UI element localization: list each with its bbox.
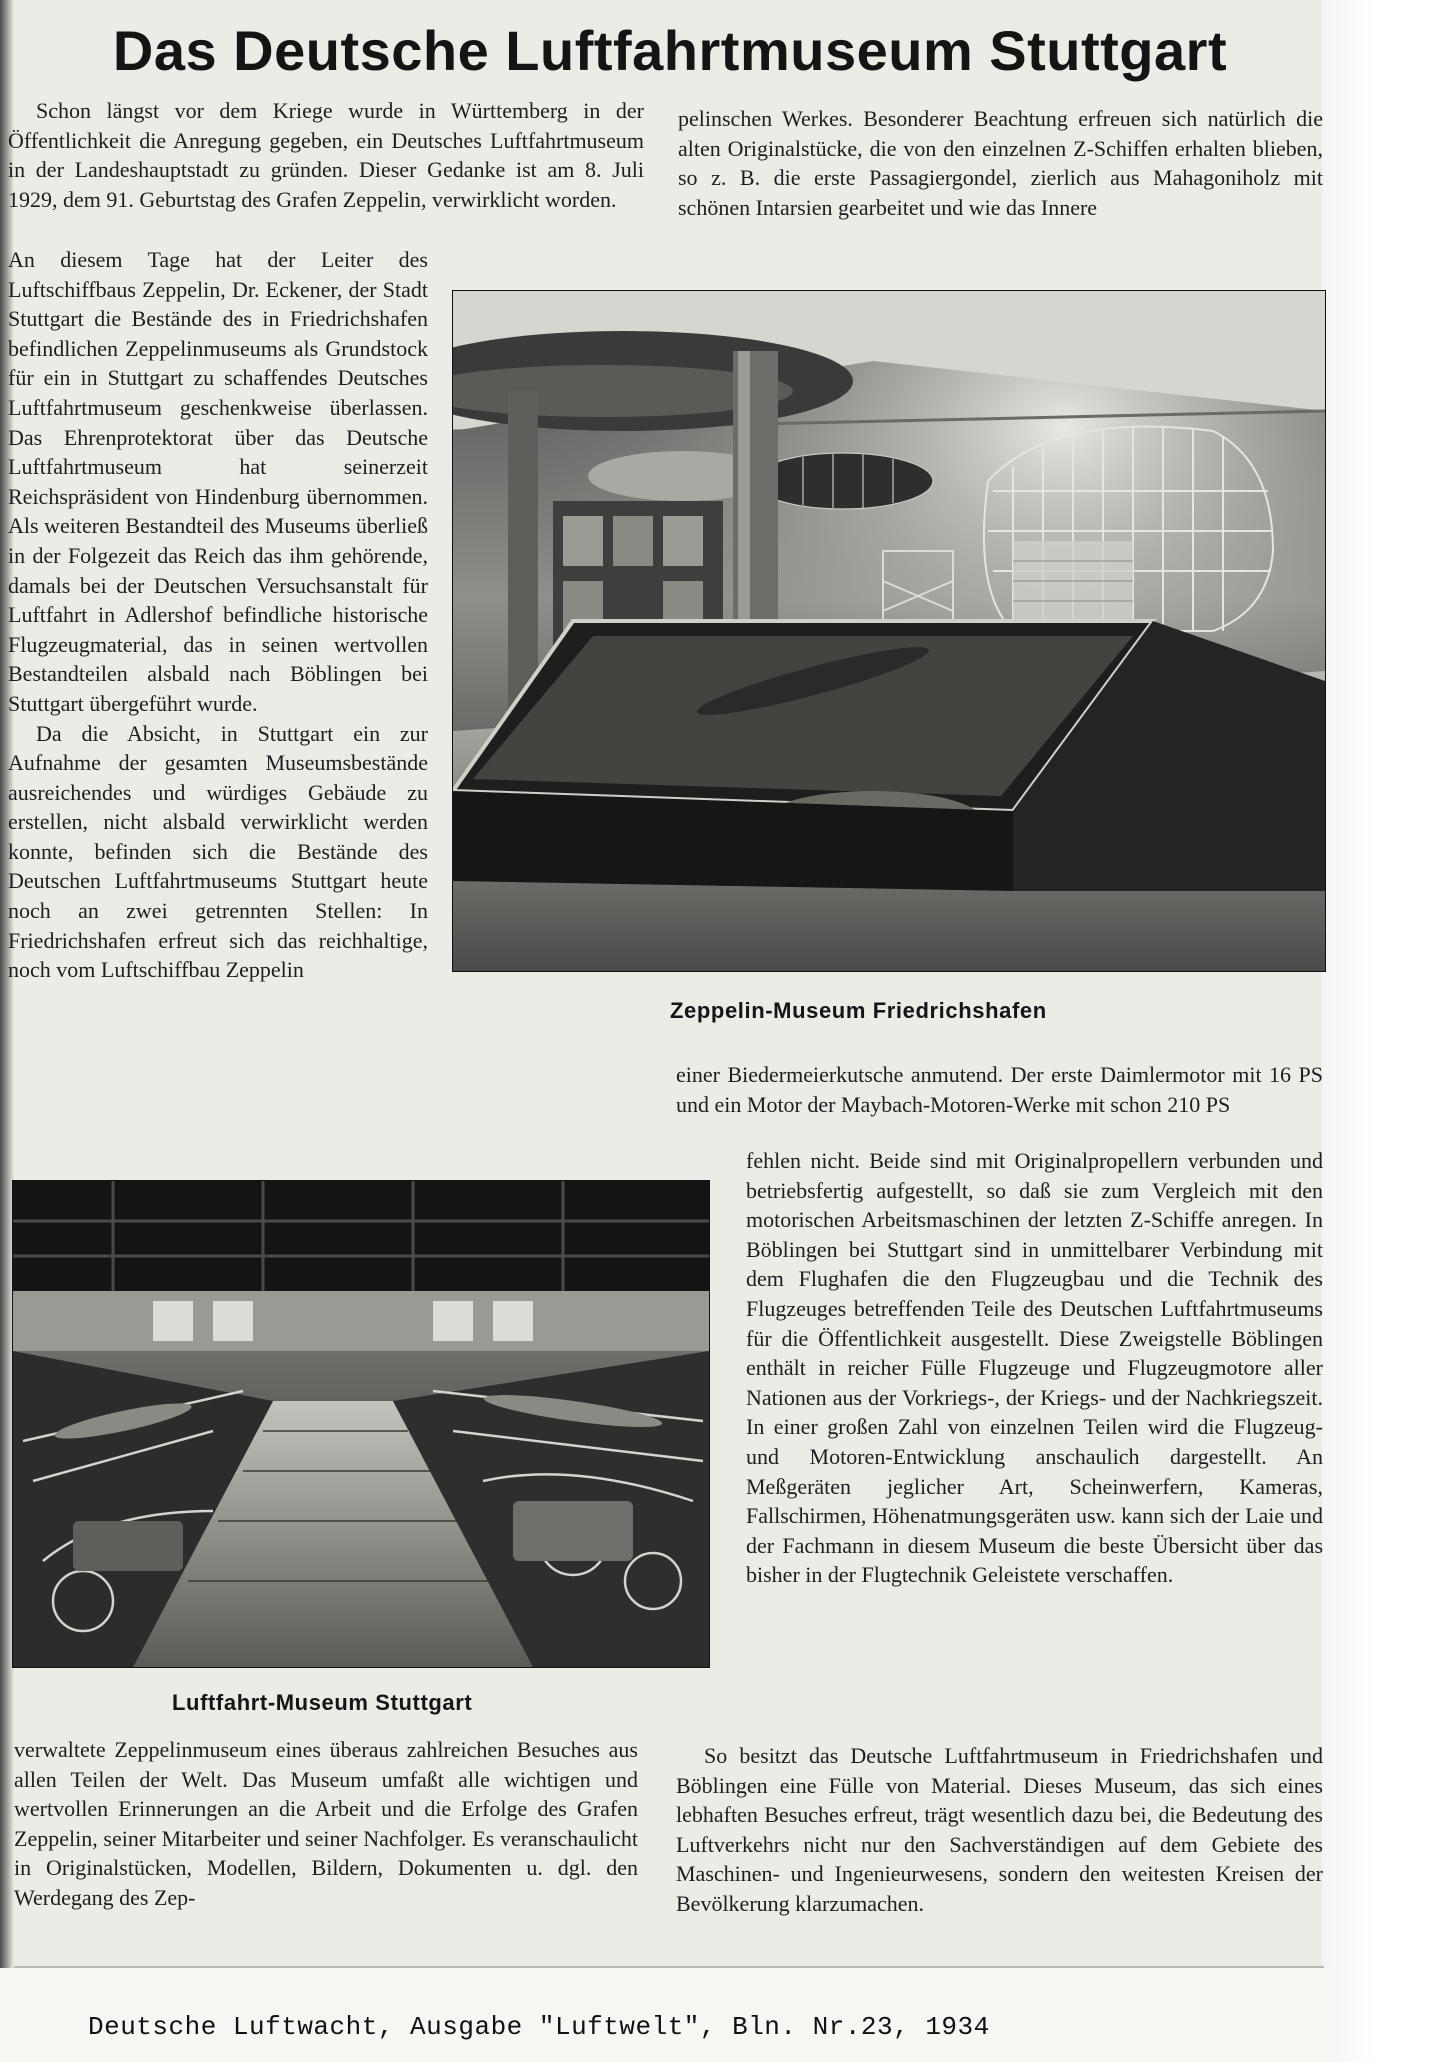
source-citation: Deutsche Luftwacht, Ausgabe "Luftwelt", Bln. Nr.23, 1934 bbox=[88, 2012, 990, 2042]
paragraph: An diesem Tage hat der Leiter des Luftschiffbaus Zeppelin, Dr. Eckener, der Stadt Stuttgart die Bestände des in Friedrichshafen befindlichen Zeppelinmuseums als Grundstock für ein in Stuttgart zu schaffendes Deutsches Luftfahrtmuseum geschenkweise überlassen. Das Ehrenprotektorat über das Deutsche Luftfahrtmuseum hat seinerzeit Reichspräsident von Hindenburg übernommen. Als weiteren Bestandteil des Museums überließ in der Folgezeit das Reich das ihm gehörende, damals bei der Deutschen Versuchsanstalt für Luftfahrt in Adlershof befindliche historische Flugzeugmaterial, das in seinen wertvollen Bestandteilen alsbald nach Böblingen bei Stuttgart übergeführt wurde. bbox=[8, 247, 428, 716]
article-text-right-top bbox=[678, 104, 1323, 256]
article-text-left-mid bbox=[8, 245, 428, 1025]
article-text-right-narrow bbox=[746, 1146, 1323, 1746]
photo-caption-stuttgart: Luftfahrt-Museum Stuttgart bbox=[172, 1690, 473, 1715]
article-headline: Das Deutsche Luftfahrtmuseum Stuttgart bbox=[112, 19, 1228, 82]
paragraph: Schon längst vor dem Kriege wurde in Württemberg in der Öffentlichkeit die Anregung gegeben, ein Deutsches Luftfahrtmuseum in der Landeshauptstadt zu gründen. Dieser Gedanke ist am 8. Juli 1929, dem 91. Geburtstag des Grafen Zeppelin, verwirklicht worden. bbox=[8, 98, 644, 212]
paragraph: pelinschen Werkes. Besonderer Beachtung erfreuen sich natürlich die alten Originalstücke, die von den einzelnen Z-Schiffen erhalten blieben, so z. B. die erste Passagiergondel, zierlich aus Mahagoniholz mit schönen Intarsien gearbeitet und wie das Innere bbox=[678, 106, 1323, 220]
paragraph: verwaltete Zeppelinmuseum eines überaus zahlreichen Besuches aus allen Teilen der Welt. Das Museum umfaßt alle wichtigen und wertvollen Erinnerungen an die Arbeit und die Erfolge des Grafen Zeppelin, seiner Mitarbeiter und seiner Nachfolger. Es veranschaulicht in Originalstücken, Modellen, Bildern, Dokumenten u. dgl. den Werdegang des Zep- bbox=[14, 1737, 638, 1910]
article-text-left-wide bbox=[8, 1015, 644, 1125]
page-margin bbox=[1322, 0, 1454, 2062]
paragraph: einer Biedermeierkutsche anmutend. Der erste Daimlermotor mit 16 PS und ein Motor der Maybach-Motoren-Werke mit schon 210 PS bbox=[676, 1062, 1323, 1117]
paragraph: So besitzt das Deutsche Luftfahrtmuseum in Friedrichshafen und Böblingen eine Fülle von Material. Dieses Museum, das sich eines lebhaften Besuches erfreut, trägt wesentlich dazu bei, die Bedeutung des Luftverkehrs nicht nur den Sachverständigen auf dem Gebiete des Maschinen- und Ingenieurwesens, sondern den weitesten Kreisen der Bevölkerung klarzumachen. bbox=[676, 1743, 1323, 1916]
article-text-left-top bbox=[8, 96, 644, 248]
paragraph: fehlen nicht. Beide sind mit Originalpropellern verbunden und betriebsfertig aufgestellt, so daß sie zum Vergleich mit den motorischen Arbeitsmaschinen der letzten Z-Schiffe anregen. In Böblingen bei Stuttgart sind in unmittelbarer Verbindung mit dem Flughafen die den Flugzeugbau und die Technik des Flugzeuges betreffenden Teile des Deutschen Luftfahrtmuseums für die Öffentlichkeit ausgestellt. Diese Zweigstelle Böblingen enthält in reicher Fülle Flugzeuge und Flugzeugmotore aller Nationen aus der Vorkriegs-, der Kriegs- und der Nachkriegszeit. In einer großen Zahl von einzelnen Teilen wird die Flugzeug- und Motoren-Entwicklung anschaulich dargestellt. An Meßgeräten jeglicher Art, Scheinwerfern, Kameras, Fallschirmen, Höhenatmungsgeräten usw. kann sich der Laie und der Fachmann in diesem Museum die beste Übersicht über das bisher in der Flugtechnik Geleistete verschaffen. bbox=[746, 1148, 1323, 1588]
article-text-left-bottom bbox=[14, 1735, 638, 1955]
article-text-right-bottom bbox=[676, 1741, 1323, 1951]
photo-caption-zeppelin: Zeppelin-Museum Friedrichshafen bbox=[670, 998, 1047, 1023]
stuttgart-museum-photo bbox=[12, 1180, 710, 1668]
divider bbox=[14, 1966, 1324, 1968]
paragraph: Da die Absicht, in Stuttgart ein zur Aufnahme der gesamten Museumsbestände ausreichendes und würdiges Gebäude zu erstellen, nicht alsbald verwirklicht werden konnte, befinden sich die Bestände des Deutschen Luftfahrtmuseums Stuttgart heute noch an zwei getrennten Stellen: In Friedrichshafen erfreut sich das reichhaltige, noch vom Luftschiffbau Zeppelin bbox=[8, 720, 428, 983]
article-text-right-mid bbox=[676, 1060, 1323, 1156]
zeppelin-museum-photo bbox=[452, 290, 1326, 972]
